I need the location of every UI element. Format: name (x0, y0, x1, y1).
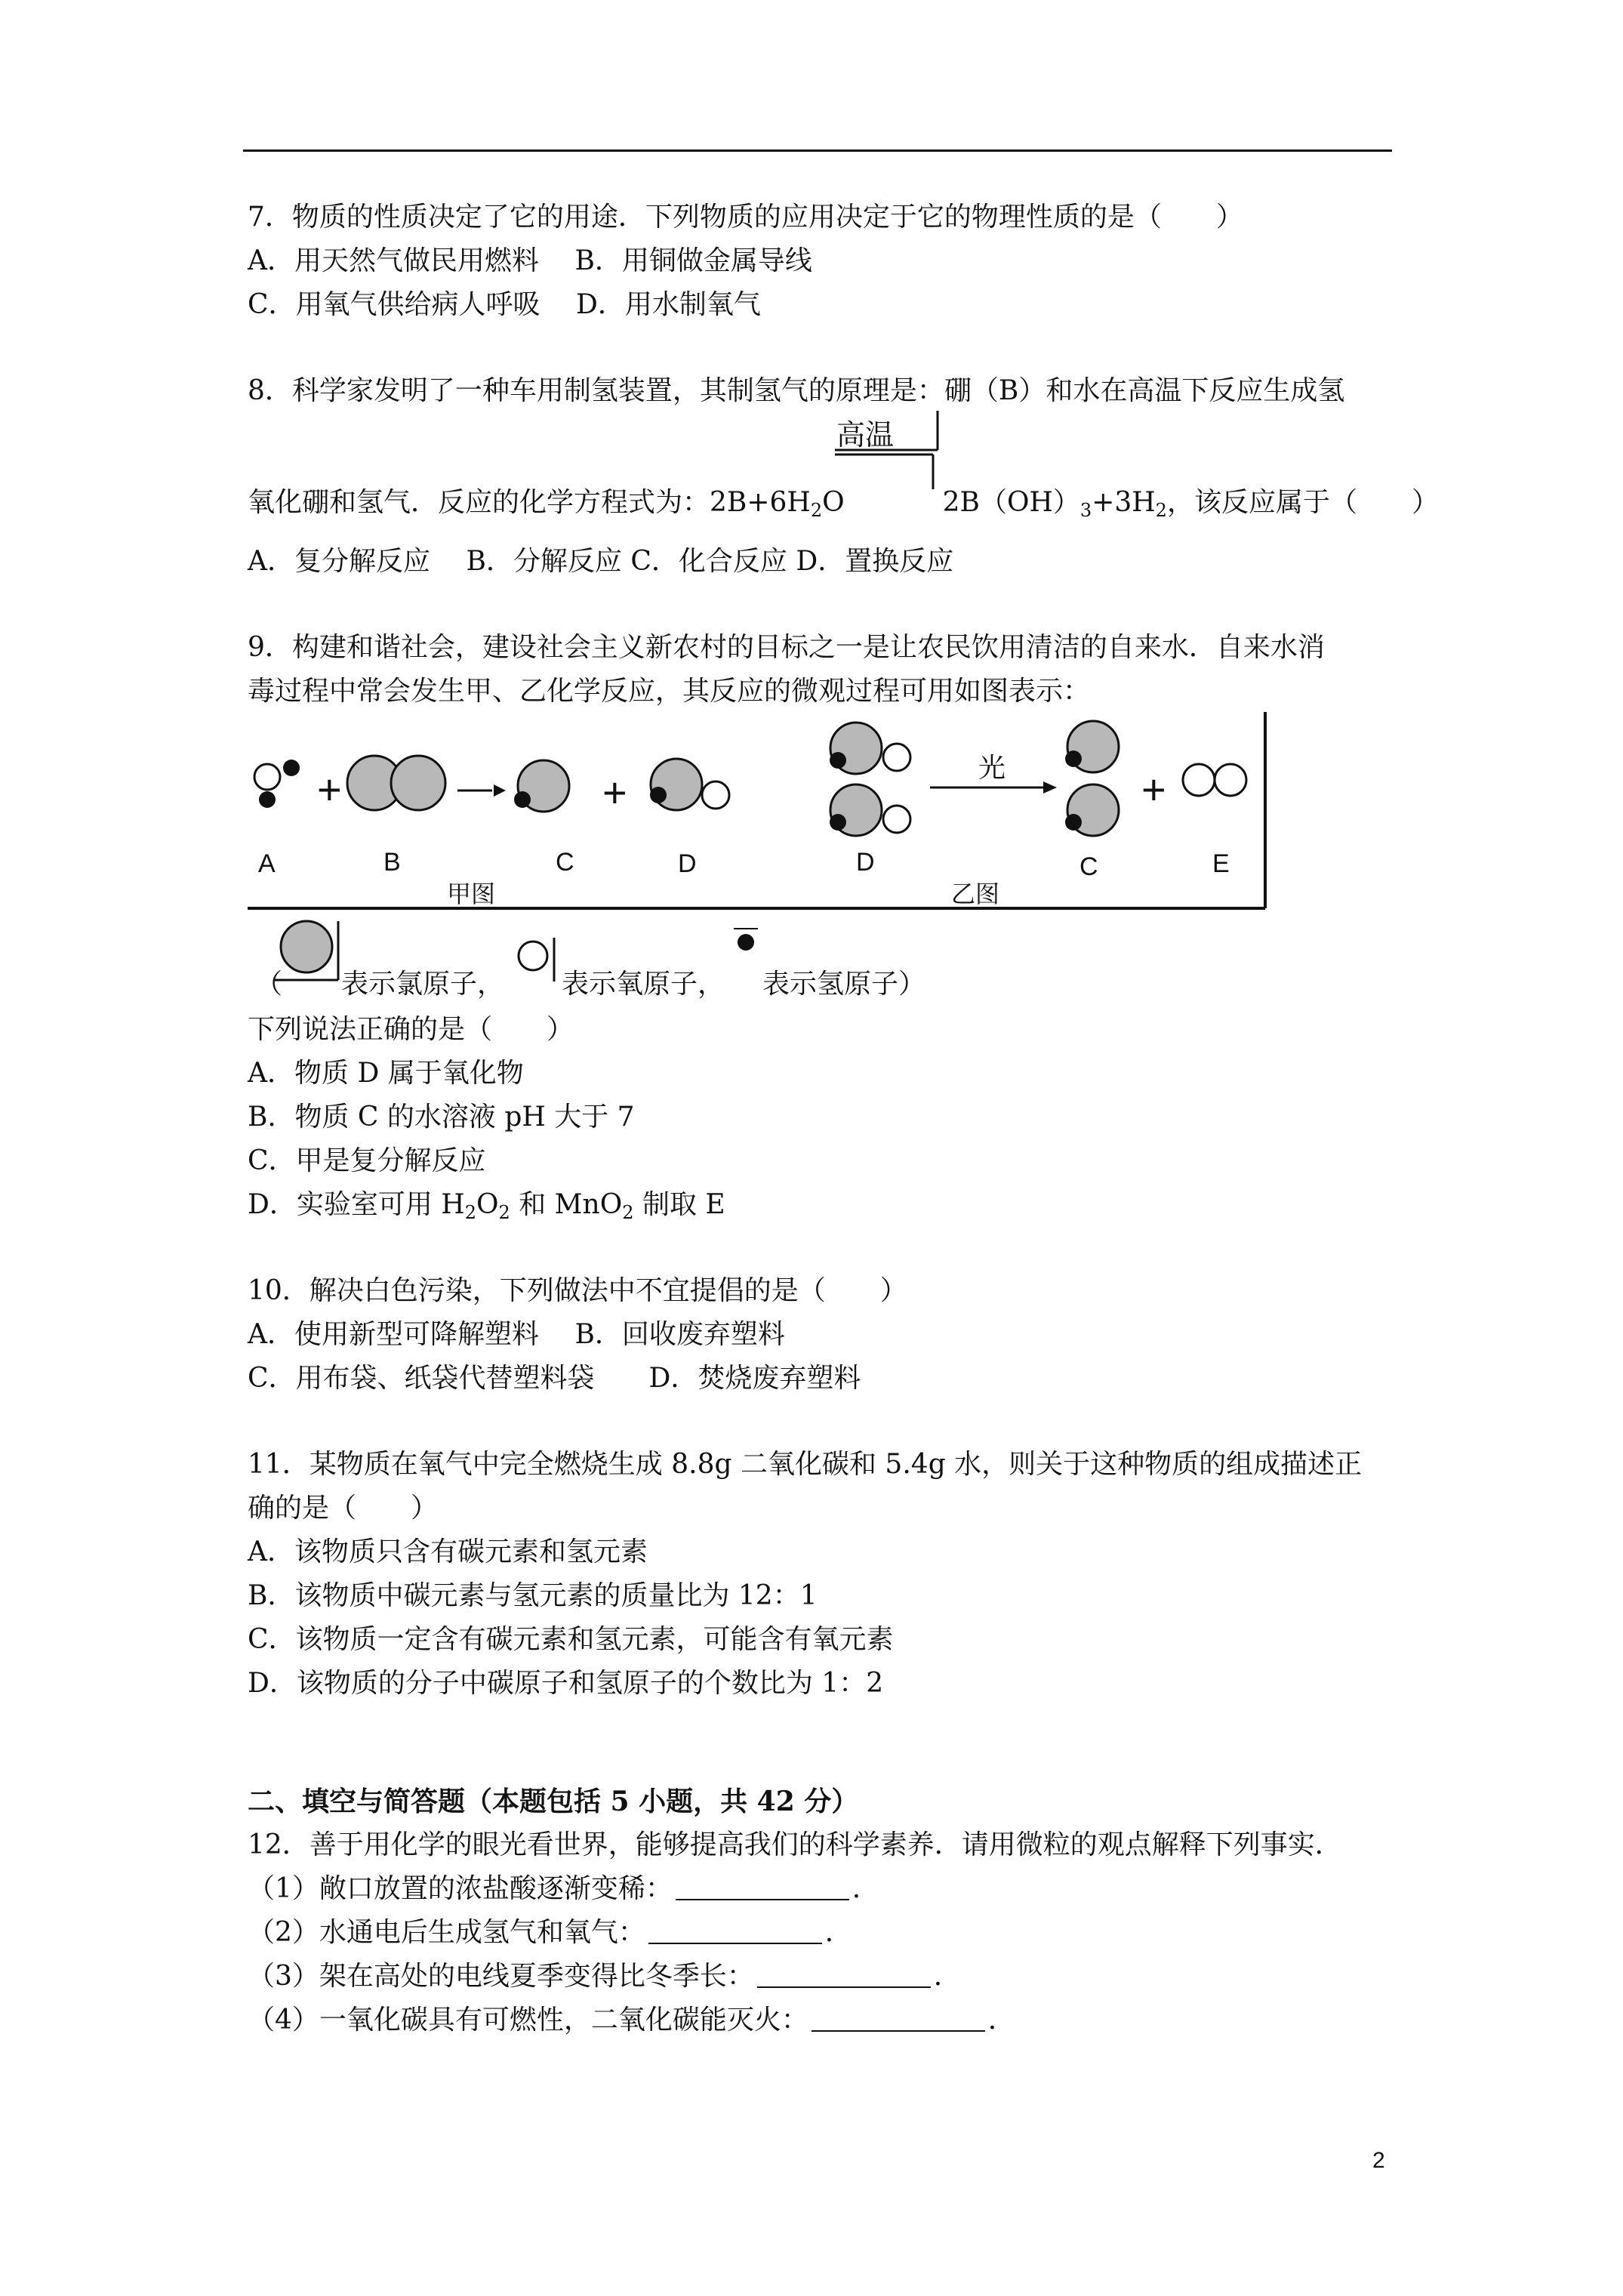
label-b: B (383, 848, 401, 877)
q9-option-a: A．物质 D 属于氧化物 (248, 1058, 524, 1089)
q9-ask: 下列说法正确的是（ ） (248, 1014, 574, 1045)
eq-prefix: 氧化硼和氢气．反应的化学方程式为：2B+6H (248, 487, 811, 518)
light-condition: 光 (978, 752, 1006, 783)
section-heading: 二、填空与简答题（本题包括 5 小题，共 42 分） (248, 1786, 859, 1817)
answer-blank-3[interactable] (757, 1964, 931, 1988)
eq-product-sub: 3 (1079, 500, 1092, 521)
label-d-1: D (678, 849, 697, 878)
q12-item-1-text: （1）敞口放置的浓盐酸逐渐变稀： (248, 1873, 673, 1904)
opt-d-text-4: 制取 E (633, 1189, 725, 1220)
plus-sign-1: + (317, 766, 342, 813)
q9-stem-1: 9．构建和谐社会，建设社会主义新农村的目标之一是让农民饮用清洁的自来水．自来水消 (248, 632, 1325, 663)
label-a: A (258, 849, 276, 878)
opt-d-text-1: D．实验室可用 H (248, 1189, 465, 1220)
label-e: E (1212, 849, 1230, 878)
q11-option-a: A．该物质只含有碳元素和氢元素 (248, 1536, 648, 1567)
opt-d-text-3: 和 MnO (510, 1189, 623, 1220)
molecule-d-top (830, 723, 910, 774)
molecule-c-bottom (1065, 784, 1119, 836)
opt-d-text-2: O (476, 1189, 499, 1220)
legend-chlorine: 表示氯原子， (341, 969, 505, 1000)
q8-stem: 8．科学家发明了一种车用制氢装置，其制氢气的原理是：硼（B）和水在高温下反应生成氢 (248, 375, 1345, 406)
q11-option-b: B．该物质中碳元素与氢元素的质量比为 12：1 (248, 1580, 818, 1611)
plus-sign-2: + (602, 769, 627, 816)
answer-blank-2[interactable] (648, 1920, 822, 1944)
q12-item-2-end: ． (824, 1917, 852, 1948)
oxygen-atom-legend-icon (510, 936, 563, 983)
arrow-reaction-2 (930, 781, 1057, 794)
molecule-c-top (1065, 721, 1119, 772)
q10-stem: 10．解决白色污染，下列做法中不宜提倡的是（ ） (248, 1275, 907, 1306)
header-rule (243, 149, 1392, 152)
reaction-condition: 高温 (836, 420, 895, 451)
eq-h2-sub: 2 (1155, 500, 1167, 521)
molecule-b (347, 756, 445, 810)
q12-item-4 (248, 2004, 1015, 2037)
eq-h2o-sub: 2 (810, 500, 823, 521)
eq-suffix: ，该反应属于（ ） (1166, 487, 1439, 518)
q9-stem-2: 毒过程中常会发生甲、乙化学反应，其反应的微观过程可用如图表示： (248, 676, 1091, 707)
reaction-condition-bracket (830, 408, 944, 491)
reaction-diagram (242, 706, 1283, 914)
legend-oxygen: 表示氧原子， (562, 969, 725, 1000)
q12-item-2-text: （2）水通电后生成氢气和氧气： (248, 1917, 645, 1948)
q12-item-2 (248, 1916, 852, 1949)
arrow-reaction-1 (457, 784, 506, 797)
legend-hydrogen: 表示氢原子） (762, 969, 926, 1000)
molecule-d-bottom (830, 784, 910, 836)
molecule-c (514, 760, 569, 812)
chlorine-atom-legend-icon (272, 920, 347, 982)
molecule-e (1183, 764, 1246, 796)
eq-product: 2B（OH） (942, 487, 1080, 518)
label-c-2: C (1079, 852, 1098, 881)
q9-option-d (248, 1188, 725, 1222)
legend-open: （ (255, 969, 283, 1000)
q12-item-4-text: （4）一氧化碳具有可燃性，二氧化碳能灭火： (248, 2005, 808, 2036)
hydrogen-atom-legend-icon (731, 927, 761, 954)
q7-options-1: A．用天然气做民用燃料 B．用铜做金属导线 (248, 245, 812, 276)
q12-item-3-end: ． (933, 1961, 961, 1992)
opt-d-sub-1: 2 (464, 1202, 476, 1223)
label-d-2: D (856, 848, 875, 877)
q8-options: A．复分解反应 B．分解反应 C．化合反应 D．置换反应 (248, 546, 954, 577)
q12-item-1-end: ． (852, 1873, 879, 1904)
page-number: 2 (1372, 2148, 1385, 2173)
q12-item-1 (248, 1872, 879, 1906)
opt-d-sub-3: 2 (622, 1202, 634, 1223)
caption-jia: 甲图 (447, 880, 496, 908)
q12-item-3 (248, 1960, 961, 1993)
q11-stem-2: 确的是（ ） (248, 1493, 439, 1524)
q12-item-4-end: ． (987, 2005, 1015, 2036)
q9-option-c: C．甲是复分解反应 (248, 1145, 486, 1176)
answer-blank-1[interactable] (676, 1876, 849, 1900)
q8-equation-line (248, 486, 1439, 519)
q7-options-2: C．用氧气供给病人呼吸 D．用水制氧气 (248, 289, 761, 320)
q12-item-3-text: （3）架在高处的电线夏季变得比冬季长： (248, 1961, 754, 1992)
q10-options-1: A．使用新型可降解塑料 B．回收废弃塑料 (248, 1319, 785, 1350)
q11-option-d: D．该物质的分子中碳原子和氢原子的个数比为 1：2 (248, 1668, 884, 1699)
caption-yi: 乙图 (951, 880, 1000, 908)
q12-stem: 12．善于用化学的眼光看世界，能够提高我们的科学素养．请用微粒的观点解释下列事实． (248, 1829, 1342, 1860)
opt-d-sub-2: 2 (498, 1202, 510, 1223)
q10-options-2: C．用布袋、纸袋代替塑料袋 D．焚烧废弃塑料 (248, 1363, 861, 1394)
eq-h2o-tail: O (822, 487, 845, 518)
label-c-1: C (556, 848, 574, 877)
q11-option-c: C．该物质一定含有碳元素和氢元素，可能含有氧元素 (248, 1624, 894, 1655)
q9-option-b: B．物质 C 的水溶液 pH 大于 7 (248, 1102, 635, 1133)
molecule-a (254, 760, 300, 808)
answer-blank-4[interactable] (812, 2008, 985, 2032)
q7-stem: 7．物质的性质决定了它的用途．下列物质的应用决定于它的物理性质的是（ ） (248, 202, 1243, 233)
q11-stem-1: 11．某物质在氧气中完全燃烧生成 8.8g 二氧化碳和 5.4g 水，则关于这种物质的组成描述正 (248, 1449, 1363, 1480)
eq-plus: +3H (1092, 487, 1156, 518)
plus-sign-3: + (1141, 766, 1166, 813)
molecule-d (650, 759, 729, 810)
